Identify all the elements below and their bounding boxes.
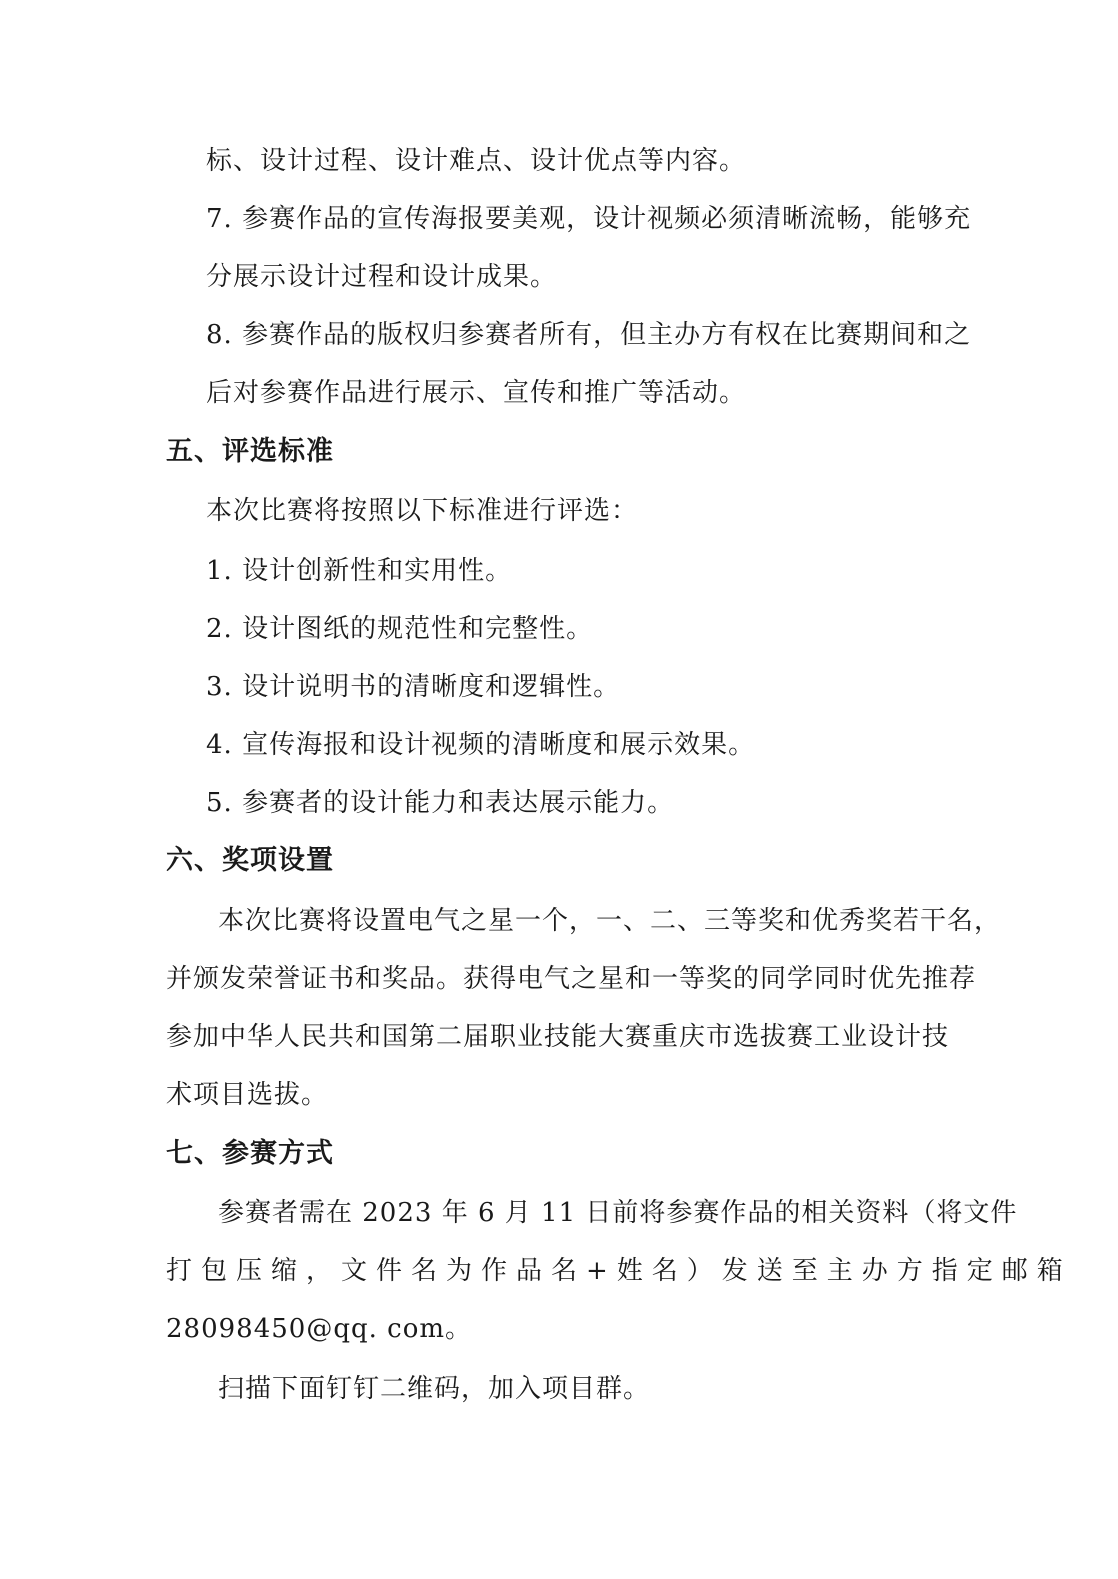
criteria-item-4: 4. 宣传海报和设计视频的清晰度和展示效果。 [206,730,756,760]
paragraph-line: 扫描下面钉钉二维码，加入项目群。 [218,1374,651,1404]
paragraph-line: 本次比赛将设置电气之星一个，一、二、三等奖和优秀奖若干名， [218,906,1002,936]
paragraph-line: 分展示设计过程和设计成果。 [206,262,558,292]
paragraph-line: 标、设计过程、设计难点、设计优点等内容。 [206,146,747,176]
paragraph-line: 本次比赛将按照以下标准进行评选： [206,496,639,526]
section-heading-5: 五、评选标准 [166,436,334,467]
paragraph-line: 后对参赛作品进行展示、宣传和推广等活动。 [206,378,747,408]
paragraph-line: 参加中华人民共和国第二届职业技能大赛重庆市选拔赛工业设计技 [166,1022,950,1052]
paragraph-line: 并颁发荣誉证书和奖品。获得电气之星和一等奖的同学同时优先推荐 [166,964,977,994]
list-item-7: 7. 参赛作品的宣传海报要美观，设计视频必须清晰流畅，能够充 [206,204,972,234]
criteria-item-2: 2. 设计图纸的规范性和完整性。 [206,614,594,644]
list-item-8: 8. 参赛作品的版权归参赛者所有，但主办方有权在比赛期间和之 [206,320,972,350]
paragraph-line: 参赛者需在 2023 年 6 月 11 日前将参赛作品的相关资料（将文件 [218,1198,1018,1228]
criteria-item-1: 1. 设计创新性和实用性。 [206,556,513,586]
paragraph-line: 打包压缩，文件名为作品名+姓名）发送至主办方指定邮箱 [166,1256,1072,1286]
criteria-item-3: 3. 设计说明书的清晰度和逻辑性。 [206,672,621,702]
section-heading-6: 六、奖项设置 [166,845,334,876]
criteria-item-5: 5. 参赛者的设计能力和表达展示能力。 [206,788,675,818]
section-heading-7: 七、参赛方式 [166,1138,334,1169]
paragraph-line: 术项目选拔。 [166,1080,329,1110]
email-address: 28098450@qq. com。 [166,1314,473,1344]
